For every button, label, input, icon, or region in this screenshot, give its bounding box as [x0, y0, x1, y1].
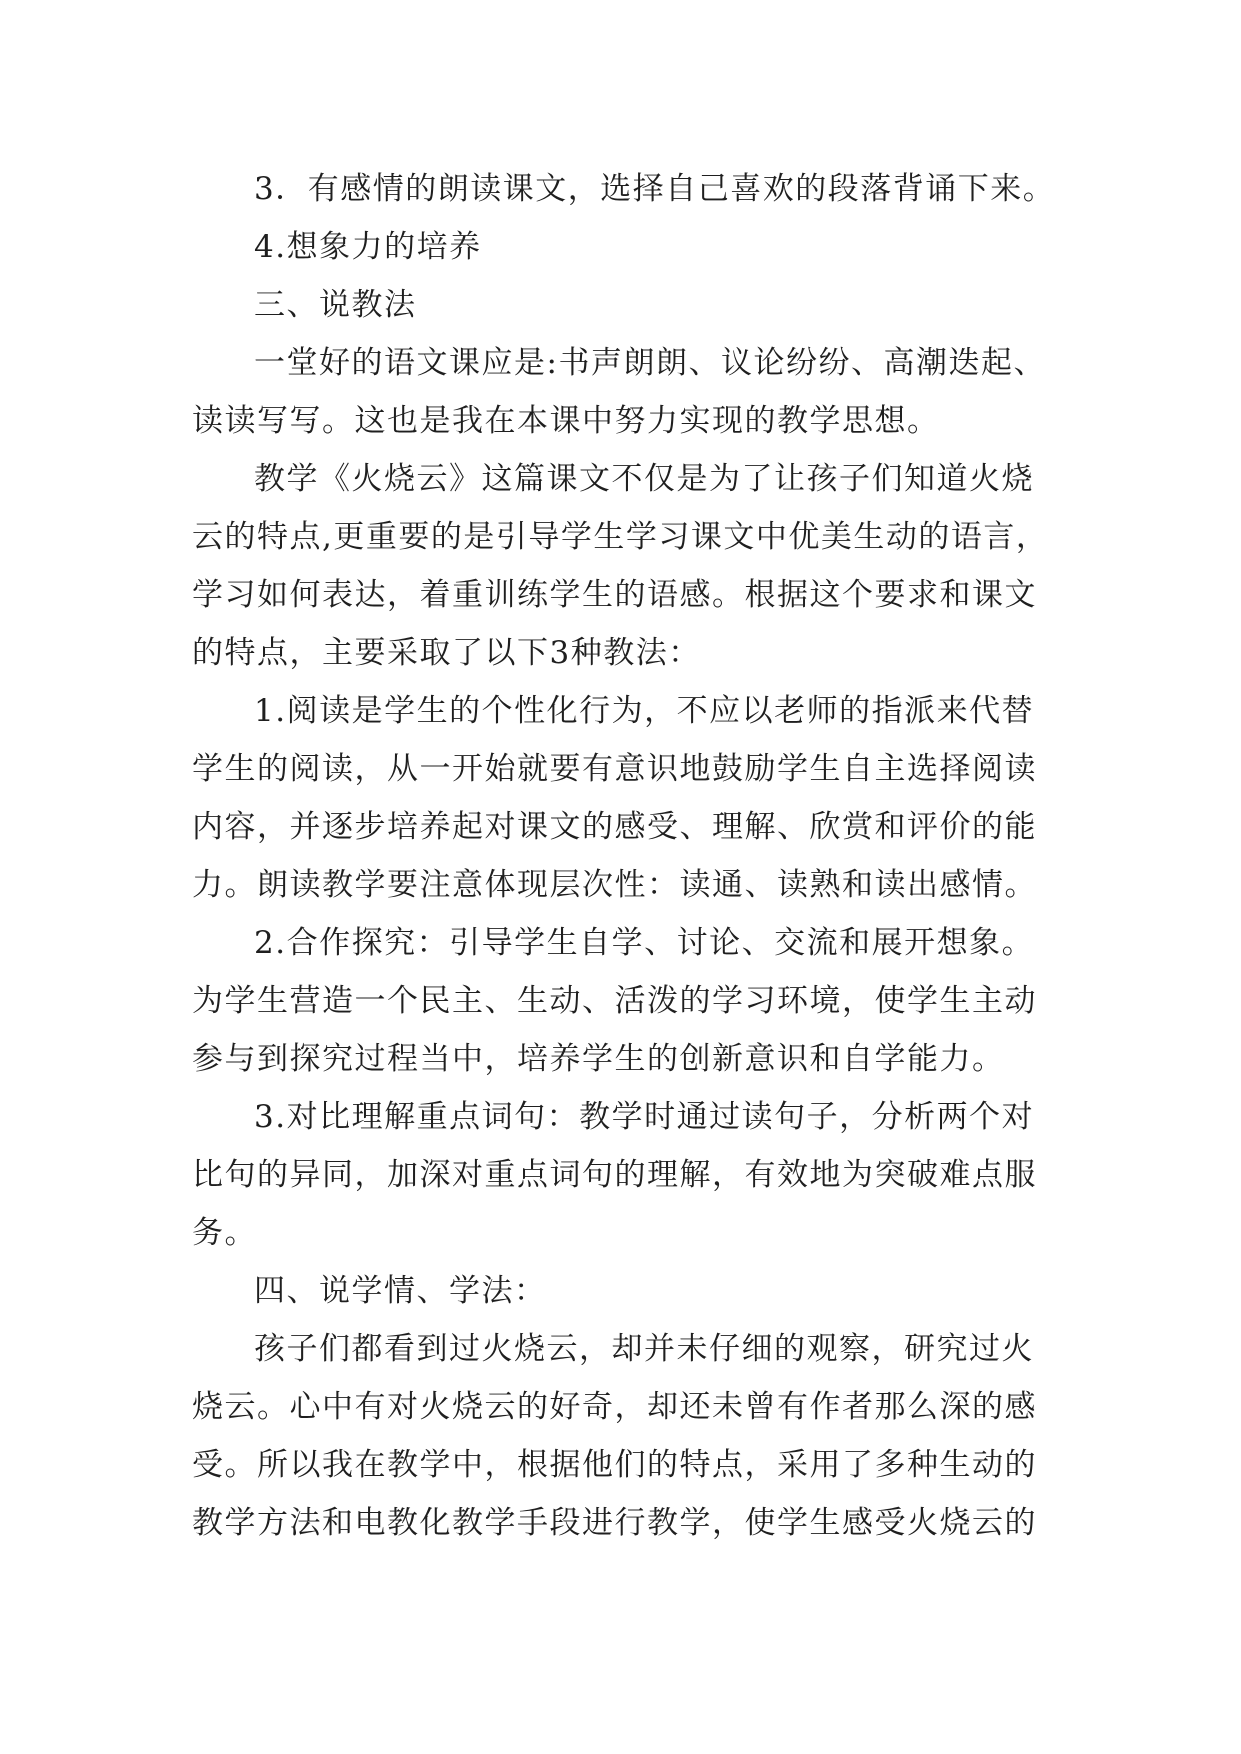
section-heading-learning: 四、说学情、学法：: [254, 1273, 547, 1309]
paragraph-method-2-cooperation: 2.合作探究：引导学生自学、讨论、交流和展开想象。为学生营造一个民主、生动、活泼的学习环境，使学生主动参与到探究过程当中，培养学生的创新意识和自学能力。: [192, 925, 1037, 1077]
paragraph-method-3-comparison: 3.对比理解重点词句：教学时通过读句子，分析两个对比句的异同，加深对重点词句的理解，有效地为突破难点服务。: [192, 1099, 1037, 1251]
paragraph-teaching-huoshaoyun: 教学《火烧云》这篇课文不仅是为了让孩子们知道火烧云的特点,更重要的是引导学生学习课文中优美生动的语言，学习如何表达，着重训练学生的语感。根据这个要求和课文的特点，主要采取了以下3种教法：: [192, 461, 1049, 671]
paragraph-good-chinese-class: 一堂好的语文课应是:书声朗朗、议论纷纷、高潮迭起、读读写写。这也是我在本课中努力实现的教学思想。: [192, 345, 1046, 439]
paragraph-method-1-reading: 1.阅读是学生的个性化行为，不应以老师的指派来代替学生的阅读，从一开始就要有意识地鼓励学生自主选择阅读内容，并逐步培养起对课文的感受、理解、欣赏和评价的能力。朗读教学要注意体现层次性：读通、读熟和读出感情。: [192, 693, 1037, 903]
paragraph-item-4: 4.想象力的培养: [254, 229, 482, 265]
section-heading-teaching-methods: 三、说教法: [254, 287, 417, 323]
document-body: [192, 160, 1062, 1552]
paragraph-item-3: 3．有感情的朗读课文，选择自己喜欢的段落背诵下来。: [254, 171, 1056, 207]
paragraph-students-situation: 孩子们都看到过火烧云，却并未仔细的观察，研究过火烧云。心中有对火烧云的好奇，却还未曾有作者那么深的感受。所以我在教学中，根据他们的特点，采用了多种生动的教学方法和电教化教学手段进行教学，使学生感受火烧云的: [192, 1331, 1037, 1541]
